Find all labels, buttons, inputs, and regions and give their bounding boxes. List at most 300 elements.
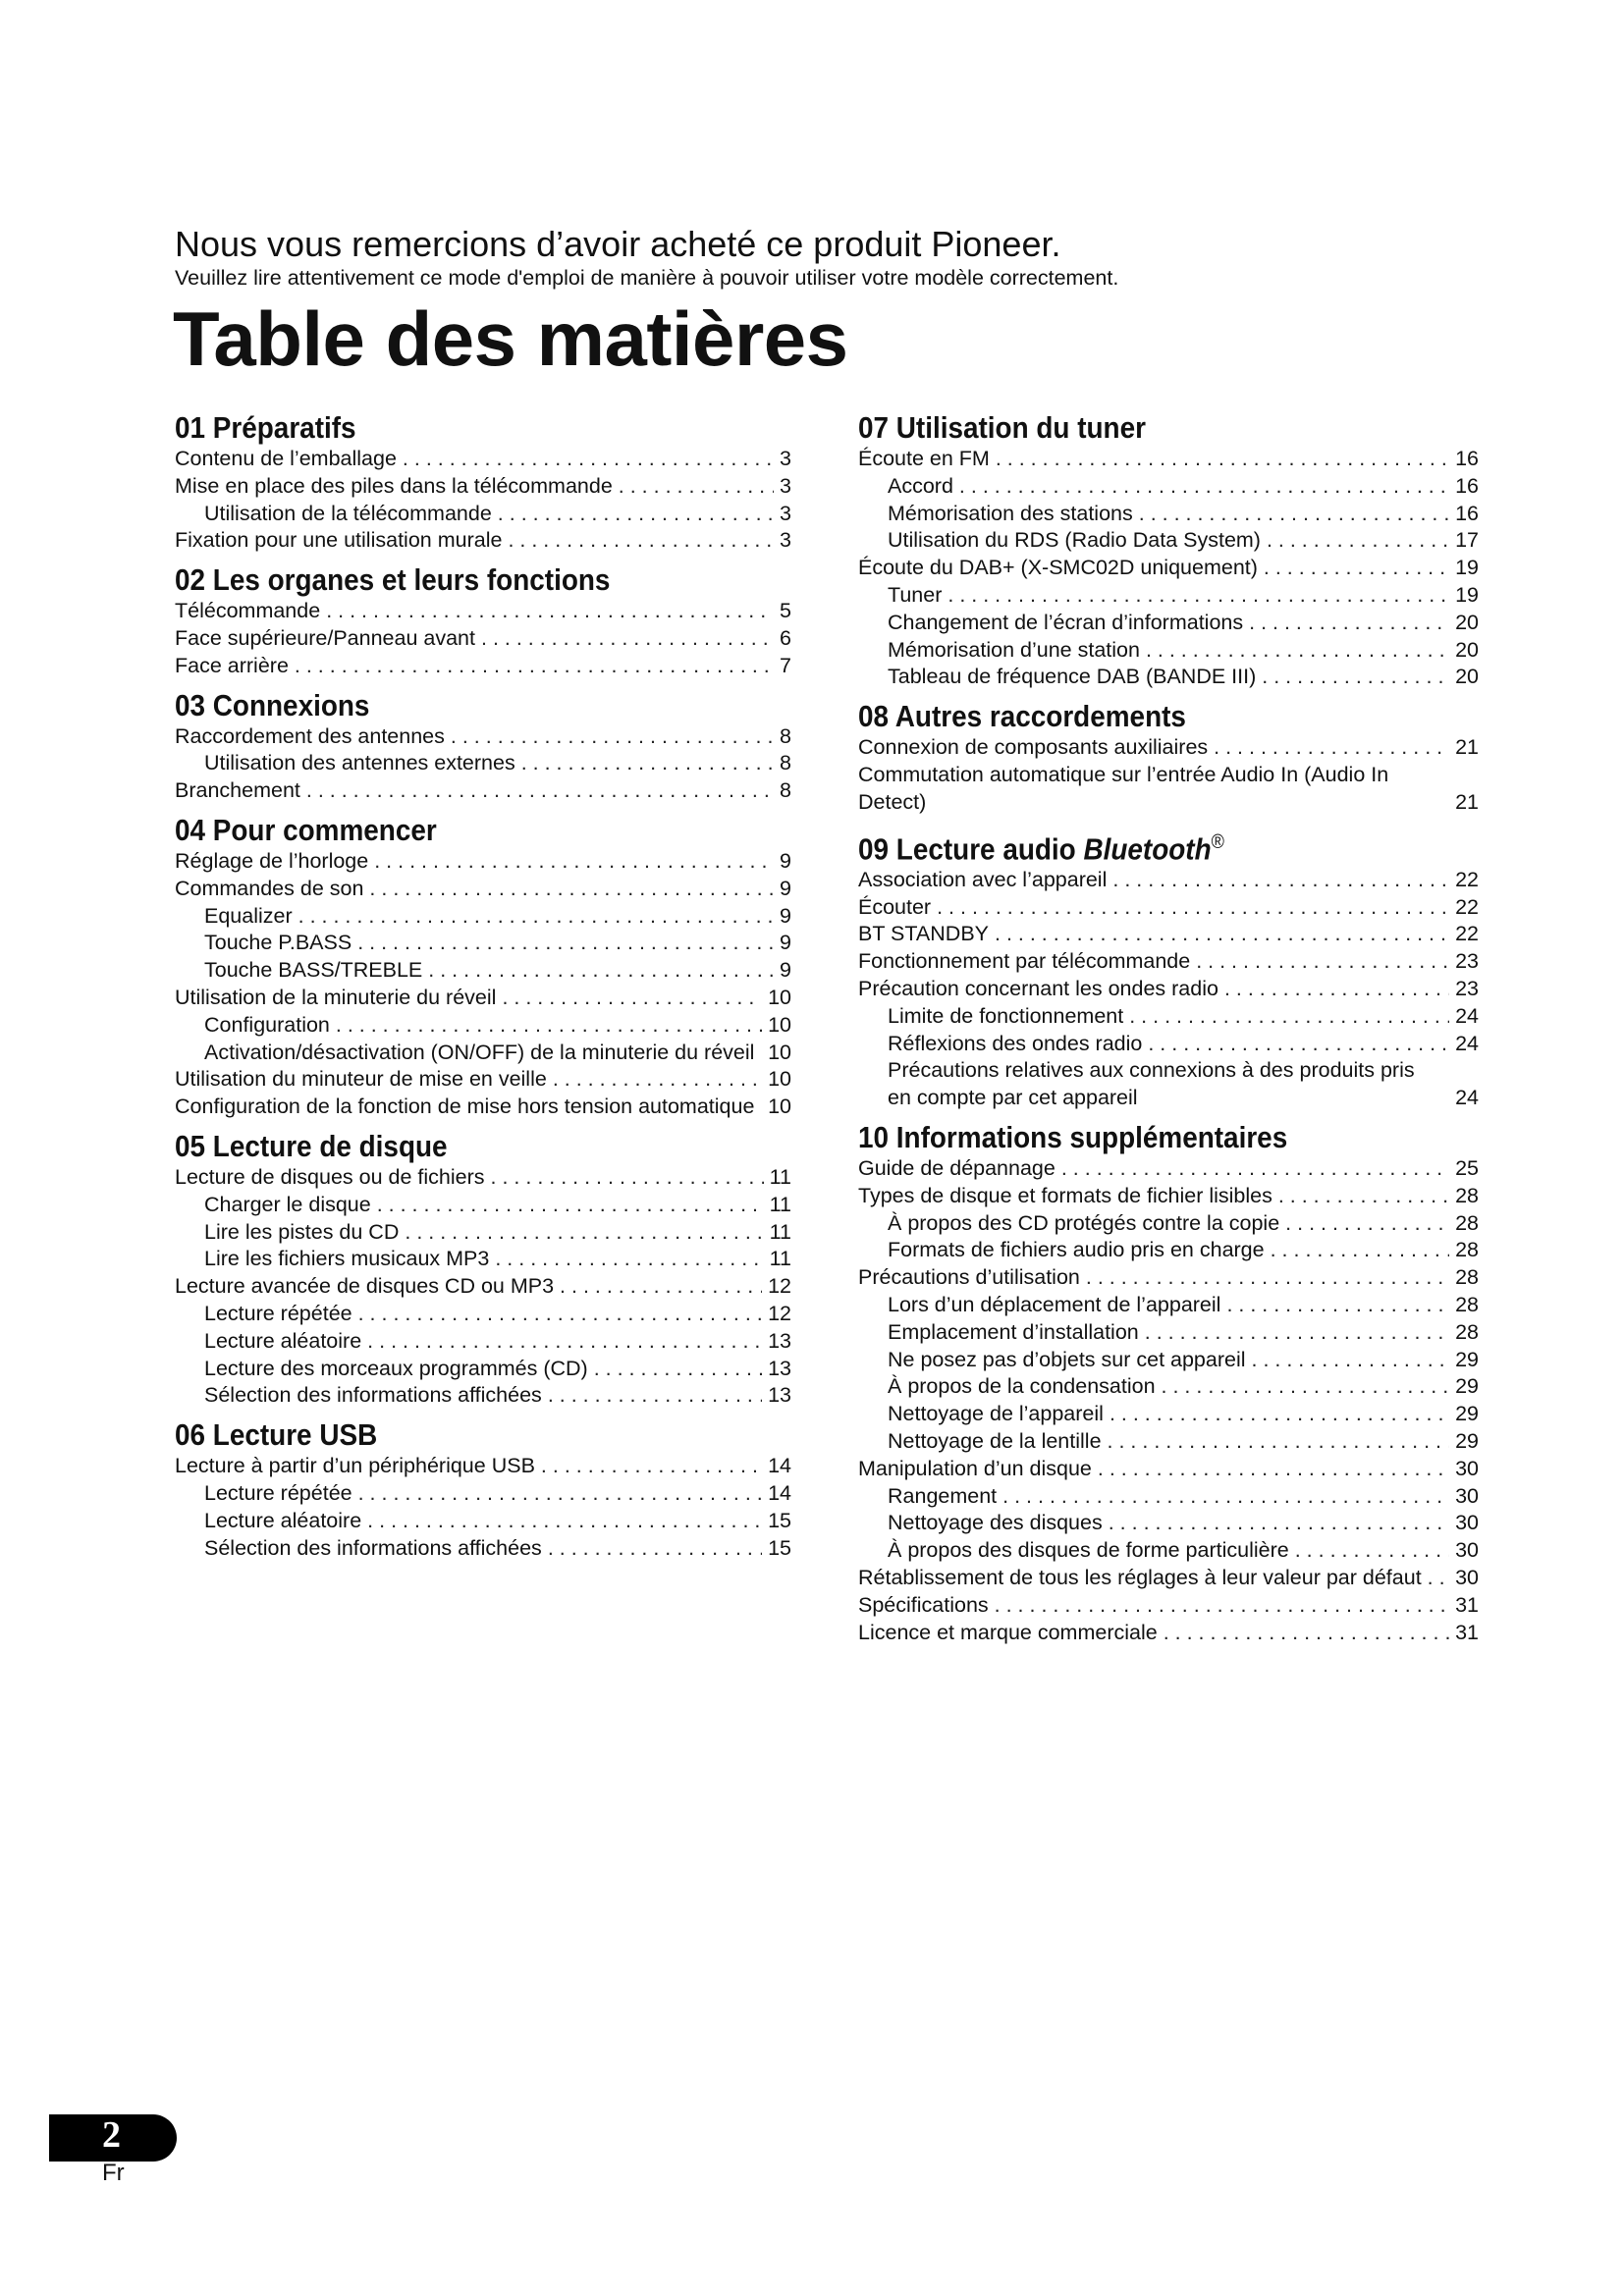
section-heading[interactable] — [858, 410, 1417, 446]
toc-entry-label: Écouter — [858, 894, 932, 919]
toc-entry-page: 9 — [780, 876, 791, 900]
toc-entry-label: Rangement — [888, 1483, 998, 1508]
dot-leader — [498, 501, 774, 528]
toc-section — [175, 688, 791, 805]
dot-leader — [560, 1273, 762, 1301]
toc-entry-page: 10 — [768, 985, 791, 1009]
dot-leader — [508, 527, 774, 555]
toc-entry-label: Précautions relatives aux connexions à des produits pris en compte par cet appareil — [888, 1058, 1421, 1110]
toc-subentry[interactable] — [858, 1537, 1479, 1565]
toc-entry-page: 8 — [780, 751, 791, 775]
toc-entry[interactable] — [175, 446, 791, 473]
dot-leader — [298, 903, 774, 931]
dot-leader — [374, 848, 774, 876]
toc-subentry[interactable] — [175, 1219, 791, 1247]
toc-entry-page: 12 — [768, 1301, 791, 1325]
toc-entry-label: Commandes de son — [175, 876, 364, 900]
toc-entry-page: 20 — [1455, 665, 1479, 689]
toc-entry-page: 22 — [1455, 894, 1479, 919]
dot-leader — [594, 1356, 762, 1383]
toc-entry-label: Ne posez pas d’objets sur cet appareil — [888, 1347, 1246, 1371]
dot-leader — [995, 1592, 1449, 1620]
toc-subentry[interactable] — [175, 1246, 791, 1273]
section-heading[interactable] — [175, 562, 730, 598]
toc-subentry[interactable] — [175, 1535, 791, 1563]
toc-entry-label: Lire les fichiers musicaux MP3 — [204, 1247, 490, 1271]
toc-entry-label: Réflexions des ondes radio — [888, 1031, 1143, 1055]
toc-entry-page: 28 — [1455, 1183, 1479, 1207]
toc-subentry[interactable] — [175, 1382, 791, 1410]
toc-entry-page: 31 — [1455, 1620, 1479, 1644]
toc-entry-label: Emplacement d’installation — [888, 1319, 1139, 1344]
dot-leader — [1109, 1510, 1449, 1537]
toc-entry[interactable] — [858, 555, 1479, 582]
toc-subentry[interactable] — [175, 930, 791, 957]
dot-leader — [369, 876, 774, 903]
toc-subentry[interactable] — [175, 1508, 791, 1535]
dot-leader — [403, 446, 774, 473]
dot-leader — [1086, 1264, 1449, 1292]
dot-leader — [995, 921, 1449, 948]
toc-column-right — [858, 410, 1479, 1654]
thanks-line: Nous vous remercions d’avoir acheté ce produit Pioneer. — [175, 224, 1061, 264]
dot-leader — [451, 723, 774, 751]
dot-leader — [367, 1508, 762, 1535]
dot-leader — [1278, 1183, 1449, 1210]
toc-entry-page: 28 — [1455, 1210, 1479, 1235]
toc-subentry[interactable] — [858, 610, 1479, 637]
dot-leader — [1262, 664, 1449, 691]
dot-leader — [491, 1164, 764, 1192]
toc-entry-label: Lecture aléatoire — [204, 1328, 362, 1353]
toc-subentry[interactable] — [858, 664, 1479, 691]
toc-subentry[interactable] — [175, 1356, 791, 1383]
toc-entry-page: 22 — [1455, 922, 1479, 946]
toc-entry-label: Utilisation du RDS (Radio Data System) — [888, 528, 1261, 553]
toc-entry[interactable] — [175, 473, 791, 501]
toc-entry-label: Précautions d’utilisation — [858, 1265, 1080, 1290]
toc-entry[interactable] — [858, 762, 1479, 817]
toc-entry-list — [175, 446, 791, 555]
toc-entry-label: Mémorisation d’une station — [888, 637, 1140, 662]
toc-section — [175, 562, 791, 679]
toc-entry[interactable] — [858, 948, 1479, 976]
toc-entry[interactable] — [858, 1264, 1479, 1292]
toc-entry[interactable] — [175, 1453, 791, 1480]
toc-entry-page: 30 — [1455, 1538, 1479, 1563]
dot-leader — [1271, 1237, 1449, 1264]
toc-subentry[interactable] — [175, 1328, 791, 1356]
toc-entry-label: Manipulation d’un disque — [858, 1456, 1092, 1480]
dot-leader — [405, 1219, 763, 1247]
toc-entry[interactable] — [858, 446, 1479, 473]
toc-entry-page: 28 — [1455, 1319, 1479, 1344]
toc-entry-page: 15 — [768, 1508, 791, 1532]
section-heading[interactable] — [858, 699, 1417, 734]
toc-entry-label: Nettoyage de l’appareil — [888, 1402, 1104, 1426]
toc-entry-page: 29 — [1455, 1402, 1479, 1426]
dot-leader — [937, 894, 1449, 922]
registered-mark: ® — [1211, 830, 1224, 853]
dot-leader — [1061, 1155, 1449, 1183]
toc-entry-page: 24 — [1455, 1031, 1479, 1055]
section-heading[interactable] — [858, 1120, 1417, 1155]
toc-entry-label: Branchement — [175, 778, 300, 803]
toc-entry-label: Raccordement des antennes — [175, 723, 445, 748]
toc-entry-label: Formats de fichiers audio pris en charge — [888, 1238, 1265, 1262]
dot-leader — [1226, 1292, 1449, 1319]
toc-entry-list — [175, 848, 791, 1121]
dot-leader — [1196, 948, 1449, 976]
toc-section — [175, 813, 791, 1121]
dot-leader — [760, 1040, 762, 1067]
toc-entry-label: Utilisation du minuteur de mise en veille — [175, 1067, 547, 1092]
dot-leader — [1148, 1031, 1449, 1058]
toc-entry-page: 10 — [768, 1095, 791, 1119]
dot-leader — [481, 625, 774, 653]
toc-entry-label: Touche P.BASS — [204, 931, 352, 955]
dot-leader — [357, 930, 774, 957]
section-heading-text: 04 Pour commencer — [175, 812, 437, 847]
toc-entry-label: Connexion de composants auxiliaires — [858, 735, 1209, 760]
toc-subentry[interactable] — [858, 501, 1479, 528]
dot-leader — [1264, 555, 1449, 582]
toc-entry[interactable] — [858, 1456, 1479, 1483]
dot-leader — [541, 1453, 762, 1480]
dot-leader — [1164, 1620, 1449, 1647]
dot-leader — [428, 957, 774, 985]
page-title: Table des matières — [173, 295, 848, 382]
toc-entry-label: Écoute en FM — [858, 447, 990, 470]
toc-entry-page: 11 — [769, 1164, 791, 1189]
dot-leader — [553, 1066, 762, 1094]
toc-subentry[interactable] — [858, 582, 1479, 610]
toc-entry-label: Lecture avancée de disques CD ou MP3 — [175, 1274, 555, 1299]
toc-entry-list — [175, 1164, 791, 1410]
toc-subentry[interactable] — [858, 527, 1479, 555]
toc-entry[interactable] — [175, 985, 791, 1012]
toc-entry-list — [175, 1453, 791, 1562]
toc-subentry[interactable] — [858, 1319, 1479, 1347]
toc-entry-label: Changement de l’écran d’informations — [888, 610, 1244, 634]
toc-entry-label: Sélection des informations affichées — [204, 1535, 542, 1560]
toc-entry[interactable] — [175, 1273, 791, 1301]
toc-entry-page: 21 — [1455, 789, 1479, 814]
toc-entry-page: 5 — [780, 599, 791, 623]
toc-entry[interactable] — [175, 723, 791, 751]
section-heading[interactable] — [175, 813, 730, 848]
toc-entry-page: 11 — [769, 1192, 791, 1216]
dot-leader — [495, 1246, 763, 1273]
toc-entry-page: 30 — [1455, 1483, 1479, 1508]
toc-subentry[interactable] — [175, 501, 791, 528]
toc-entry-label: Limite de fonctionnement — [888, 1003, 1124, 1028]
toc-entry-page: 24 — [1455, 1086, 1479, 1110]
toc-section — [858, 825, 1479, 1113]
toc-entry[interactable] — [858, 976, 1479, 1003]
toc-entry-label: Écoute du DAB+ (X-SMC02D uniquement) — [858, 556, 1258, 580]
dot-leader — [336, 1012, 762, 1040]
toc-subentry[interactable] — [175, 1040, 791, 1067]
toc-entry-page: 13 — [768, 1356, 791, 1380]
toc-subentry[interactable] — [858, 1292, 1479, 1319]
toc-entry-page: 28 — [1455, 1265, 1479, 1290]
toc-entry-page: 9 — [780, 931, 791, 955]
dot-leader — [1162, 1373, 1450, 1401]
toc-entry-label: Lire les pistes du CD — [204, 1219, 400, 1244]
toc-subentry[interactable] — [175, 903, 791, 931]
toc-entry-page: 17 — [1455, 528, 1479, 553]
toc-entry-page: 22 — [1455, 867, 1479, 891]
toc-entry-label: Face arrière — [175, 653, 289, 677]
toc-subentry[interactable] — [858, 1210, 1479, 1238]
intro-block — [175, 224, 1451, 291]
toc-entry[interactable] — [858, 1620, 1479, 1647]
toc-entry-page: 14 — [768, 1454, 791, 1478]
toc-entry-label: Rétablissement de tous les réglages à leur valeur par défaut — [858, 1566, 1422, 1590]
toc-entry-page: 29 — [1455, 1429, 1479, 1454]
dot-leader — [1145, 1319, 1449, 1347]
toc-entry-label: Configuration — [204, 1012, 330, 1037]
dot-leader — [326, 598, 774, 625]
toc-entry-label: Licence et marque commerciale — [858, 1620, 1158, 1644]
toc-entry[interactable] — [175, 848, 791, 876]
toc-subentry[interactable] — [175, 1012, 791, 1040]
toc-section — [175, 410, 791, 555]
toc-entry-label: Lecture des morceaux programmés (CD) — [204, 1356, 588, 1380]
toc-entry-page: 30 — [1455, 1511, 1479, 1535]
dot-leader — [1285, 1210, 1449, 1238]
toc-entry[interactable] — [858, 921, 1479, 948]
toc-entry-label: Utilisation des antennes externes — [204, 751, 515, 775]
toc-entry-page: 16 — [1455, 501, 1479, 525]
toc-entry-page: 10 — [768, 1012, 791, 1037]
toc-entry-label: Tableau de fréquence DAB (BANDE III) — [888, 665, 1257, 689]
dot-leader — [367, 1328, 762, 1356]
toc-entry-page: 20 — [1455, 610, 1479, 634]
toc-subentry[interactable] — [858, 1057, 1479, 1112]
toc-subentry[interactable] — [858, 1428, 1479, 1456]
toc-entry-page: 25 — [1455, 1156, 1479, 1181]
dot-leader — [1098, 1456, 1449, 1483]
toc-subentry[interactable] — [858, 1510, 1479, 1537]
toc-entry-page: 10 — [768, 1067, 791, 1092]
toc-entry-label: Lecture de disques ou de fichiers — [175, 1164, 485, 1189]
toc-entry[interactable] — [858, 1592, 1479, 1620]
section-heading-brand: Bluetooth — [1083, 830, 1212, 866]
toc-subentry[interactable] — [175, 957, 791, 985]
toc-entry-label: Lecture répétée — [204, 1301, 352, 1325]
dot-leader — [358, 1301, 762, 1328]
toc-entry-label: Contenu de l’emballage — [175, 447, 397, 470]
toc-entry[interactable] — [858, 867, 1479, 894]
toc-entry-label: Commutation automatique sur l’entrée Audio In (Audio In Detect) — [858, 762, 1389, 814]
toc-subentry[interactable] — [175, 750, 791, 777]
toc-entry-page: 23 — [1455, 977, 1479, 1001]
toc-section — [175, 1417, 791, 1562]
toc-subentry[interactable] — [858, 637, 1479, 665]
toc-entry[interactable] — [858, 734, 1479, 762]
toc-entry-page: 16 — [1455, 473, 1479, 498]
toc-entry-list — [858, 734, 1479, 816]
toc-entry-page: 13 — [768, 1383, 791, 1408]
toc-subentry[interactable] — [175, 1480, 791, 1508]
dot-leader — [1295, 1537, 1449, 1565]
toc-entry-label: Sélection des informations affichées — [204, 1383, 542, 1408]
toc-entry-page: 28 — [1455, 1293, 1479, 1317]
toc-entry-label: Lecture à partir d’un périphérique USB — [175, 1454, 535, 1478]
toc-entry-page: 15 — [768, 1535, 791, 1560]
toc-subentry[interactable] — [858, 1483, 1479, 1511]
toc-entry-label: Equalizer — [204, 903, 293, 928]
dot-leader — [1129, 1003, 1449, 1031]
dot-leader — [1002, 1483, 1449, 1511]
toc-entry-label: Face supérieure/Panneau avant — [175, 625, 475, 650]
dot-leader — [1428, 1565, 1449, 1592]
toc-entry-page: 20 — [1455, 637, 1479, 662]
toc-entry-label: Charger le disque — [204, 1192, 371, 1216]
toc-entry[interactable] — [175, 653, 791, 680]
toc-entry-label: À propos de la condensation — [888, 1374, 1156, 1399]
toc-entry-label: Nettoyage de la lentille — [888, 1429, 1102, 1454]
toc-subentry[interactable] — [175, 1192, 791, 1219]
toc-entry[interactable] — [175, 1094, 791, 1121]
toc-entry-page: 8 — [780, 778, 791, 803]
toc-section — [858, 699, 1479, 816]
toc-entry-page: 7 — [780, 653, 791, 677]
toc-entry-page: 14 — [768, 1480, 791, 1505]
toc-entry-label: Configuration de la fonction de mise hors tension automatique — [175, 1095, 755, 1119]
section-heading-text: 02 Les organes et leurs fonctions — [175, 562, 611, 598]
dot-leader — [1224, 976, 1449, 1003]
toc-entry-label: Utilisation de la télécommande — [204, 501, 492, 525]
toc-entry[interactable] — [858, 894, 1479, 922]
section-heading-text: 08 Autres raccordements — [858, 699, 1186, 734]
toc-subentry[interactable] — [858, 1031, 1479, 1058]
toc-section — [175, 1129, 791, 1410]
toc-entry-page: 10 — [768, 1040, 791, 1064]
toc-subentry[interactable] — [858, 473, 1479, 501]
toc-entry-page: 30 — [1455, 1566, 1479, 1590]
toc-subentry[interactable] — [858, 1401, 1479, 1428]
toc-entry[interactable] — [858, 1183, 1479, 1210]
section-heading-text: 10 Informations supplémentaires — [858, 1120, 1288, 1155]
toc-entry-page: 19 — [1455, 556, 1479, 580]
dot-leader — [1146, 637, 1449, 665]
section-heading-text: 05 Lecture de disque — [175, 1128, 448, 1163]
page-number: 2 — [102, 2114, 121, 2156]
dot-leader — [1112, 867, 1449, 894]
toc-entry[interactable] — [858, 1155, 1479, 1183]
toc-entry-label: À propos des disques de forme particulière — [888, 1538, 1289, 1563]
toc-entry-label: BT STANDBY — [858, 922, 990, 946]
dot-leader — [760, 1094, 762, 1121]
section-heading[interactable] — [175, 1129, 730, 1164]
toc-entry-page: 3 — [780, 501, 791, 525]
toc-entry-label: Mémorisation des stations — [888, 501, 1133, 525]
toc-entry-list — [858, 446, 1479, 691]
toc-entry-page: 9 — [780, 958, 791, 983]
toc-entry[interactable] — [175, 1066, 791, 1094]
toc-entry[interactable] — [175, 625, 791, 653]
toc-subentry[interactable] — [175, 1301, 791, 1328]
section-heading[interactable] — [175, 688, 730, 723]
toc-entry[interactable] — [175, 598, 791, 625]
toc-entry-label: Touche BASS/TREBLE — [204, 958, 423, 983]
section-heading[interactable] — [858, 825, 1417, 867]
toc-subentry[interactable] — [858, 1237, 1479, 1264]
dot-leader — [295, 653, 774, 680]
toc-entry-page: 21 — [1455, 735, 1479, 760]
section-heading[interactable] — [175, 410, 730, 446]
toc-entry-label: Activation/désactivation (ON/OFF) de la minuterie du réveil — [204, 1040, 755, 1064]
dot-leader — [1110, 1401, 1449, 1428]
toc-entry-label: Mise en place des piles dans la télécommande — [175, 473, 613, 498]
toc-entry-page: 16 — [1455, 447, 1479, 470]
toc-entry[interactable] — [175, 876, 791, 903]
toc-entry[interactable] — [858, 1565, 1479, 1592]
toc-entry-label: Tuner — [888, 582, 943, 607]
toc-entry-page: 31 — [1455, 1592, 1479, 1617]
dot-leader — [1252, 1347, 1450, 1374]
toc-entry-label: Lecture aléatoire — [204, 1508, 362, 1532]
section-heading-text: 09 Lecture audio — [858, 830, 1084, 866]
toc-entry[interactable] — [175, 1164, 791, 1192]
toc-entry-page: 24 — [1455, 1003, 1479, 1028]
toc-entry-page: 13 — [768, 1328, 791, 1353]
dot-leader — [358, 1480, 762, 1508]
toc-entry-page: 6 — [780, 625, 791, 650]
toc-entry[interactable] — [175, 777, 791, 805]
readme-line: Veuillez lire attentivement ce mode d'emploi de manière à pouvoir utiliser votre modèle correctement. — [175, 266, 1119, 290]
toc-entry[interactable] — [175, 527, 791, 555]
dot-leader — [548, 1535, 762, 1563]
dot-leader — [959, 473, 1449, 501]
toc-subentry[interactable] — [858, 1373, 1479, 1401]
toc-entry-label: Types de disque et formats de fichier lisibles — [858, 1183, 1272, 1207]
toc-entry-page: 29 — [1455, 1347, 1479, 1371]
toc-column-left — [175, 410, 791, 1570]
toc-entry-label: Nettoyage des disques — [888, 1511, 1103, 1535]
toc-entry-label: Guide de dépannage — [858, 1156, 1056, 1181]
section-heading-text: 07 Utilisation du tuner — [858, 410, 1146, 445]
toc-entry-page: 3 — [780, 447, 791, 470]
dot-leader — [521, 750, 774, 777]
dot-leader — [619, 473, 774, 501]
toc-entry-page: 11 — [769, 1247, 791, 1271]
toc-section — [858, 1120, 1479, 1646]
dot-leader — [1249, 610, 1449, 637]
section-heading[interactable] — [175, 1417, 730, 1453]
toc-entry-page: 12 — [768, 1274, 791, 1299]
toc-entry-list — [175, 723, 791, 805]
toc-entry-page: 23 — [1455, 949, 1479, 974]
toc-subentry[interactable] — [858, 1003, 1479, 1031]
toc-subentry[interactable] — [858, 1347, 1479, 1374]
toc-entry-label: Précaution concernant les ondes radio — [858, 977, 1218, 1001]
dot-leader — [1108, 1428, 1450, 1456]
dot-leader — [1139, 501, 1449, 528]
dot-leader — [1214, 734, 1449, 762]
language-code: Fr — [102, 2160, 125, 2186]
toc-entry-page: 28 — [1455, 1238, 1479, 1262]
toc-entry-list — [175, 598, 791, 679]
section-heading-text: 03 Connexions — [175, 687, 370, 722]
dot-leader — [306, 777, 774, 805]
dot-leader — [548, 1382, 762, 1410]
section-heading-text: 01 Préparatifs — [175, 410, 356, 445]
toc-entry-label: Accord — [888, 473, 953, 498]
